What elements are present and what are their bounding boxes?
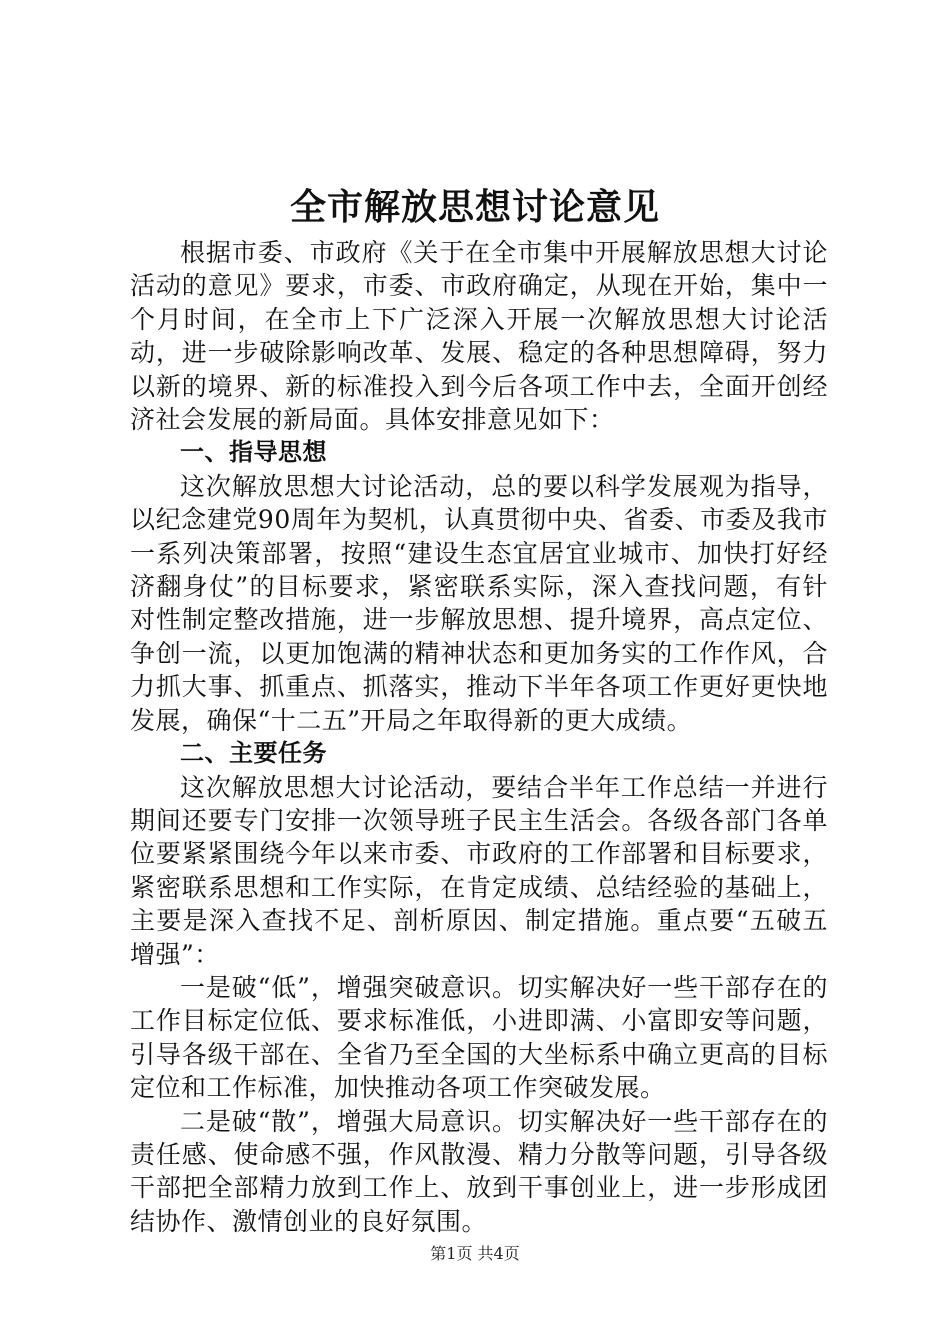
paragraph-task-item-2: 二是破“散”，增强大局意识。切实解决好一些干部存在的责任感、使命感不强，作风散漫、精力分散等问题，引导各级干部把全部精力放到工作上、放到干事创业上，进一步形成团结协作、激情创业的良好氛围。: [130, 1106, 828, 1236]
paragraph-task-item-1: 一是破“低”，增强突破意识。切实解决好一些干部存在的工作目标定位低、要求标准低，小进即满、小富即安等问题，引导各级干部在、全省乃至全国的大坐标系中确立更高的目标定位和工作标准，加快推动各项工作突破发展。: [130, 972, 828, 1103]
paragraph-guiding-thought: 这次解放思想大讨论活动，总的要以科学发展观为指导，以纪念建党90周年为契机，认真贯彻中央、省委、市委及我市一系列决策部署，按照“建设生态宜居宜业城市、加快打好经济翻身仗”的目标要求，紧密联系实际，深入查找问题，有针对性制定整改措施，进一步解放思想、提升境界，高点定位、争创一流，以更加饱满的精神状态和更加务实的工作作风，合力抓大事、抓重点、抓落实，推动下半年各项工作更好更快地发展，确保“十二五”开局之年取得新的更大成绩。: [130, 471, 828, 735]
section-heading-guiding-thought: 一、指导思想: [180, 438, 327, 467]
document-body: [130, 236, 828, 1238]
page-number-footer: 第1页 共4页: [430, 1244, 520, 1263]
document-title: 全市解放思想讨论意见: [289, 187, 660, 228]
paragraph-main-tasks: 这次解放思想大讨论活动，要结合半年工作总结一并进行期间还要专门安排一次领导班子民主生活会。各级各部门各单位要紧紧围绕今年以来市委、市政府的工作部署和目标要求，紧密联系思想和工作实际，在肯定成绩、总结经验的基础上，主要是深入查找不足、剖析原因、制定措施。重点要“五破五增强”：: [130, 772, 828, 969]
section-heading-main-tasks: 二、主要任务: [180, 739, 327, 768]
paragraph-intro: 根据市委、市政府《关于在全市集中开展解放思想大讨论活动的意见》要求，市委、市政府确定，从现在开始，集中一个月时间，在全市上下广泛深入开展一次解放思想大讨论活动，进一步破除影响改革、发展、稳定的各种思想障碍，努力以新的境界、新的标准投入到今后各项工作中去，全面开创经济社会发展的新局面。具体安排意见如下：: [130, 238, 828, 435]
